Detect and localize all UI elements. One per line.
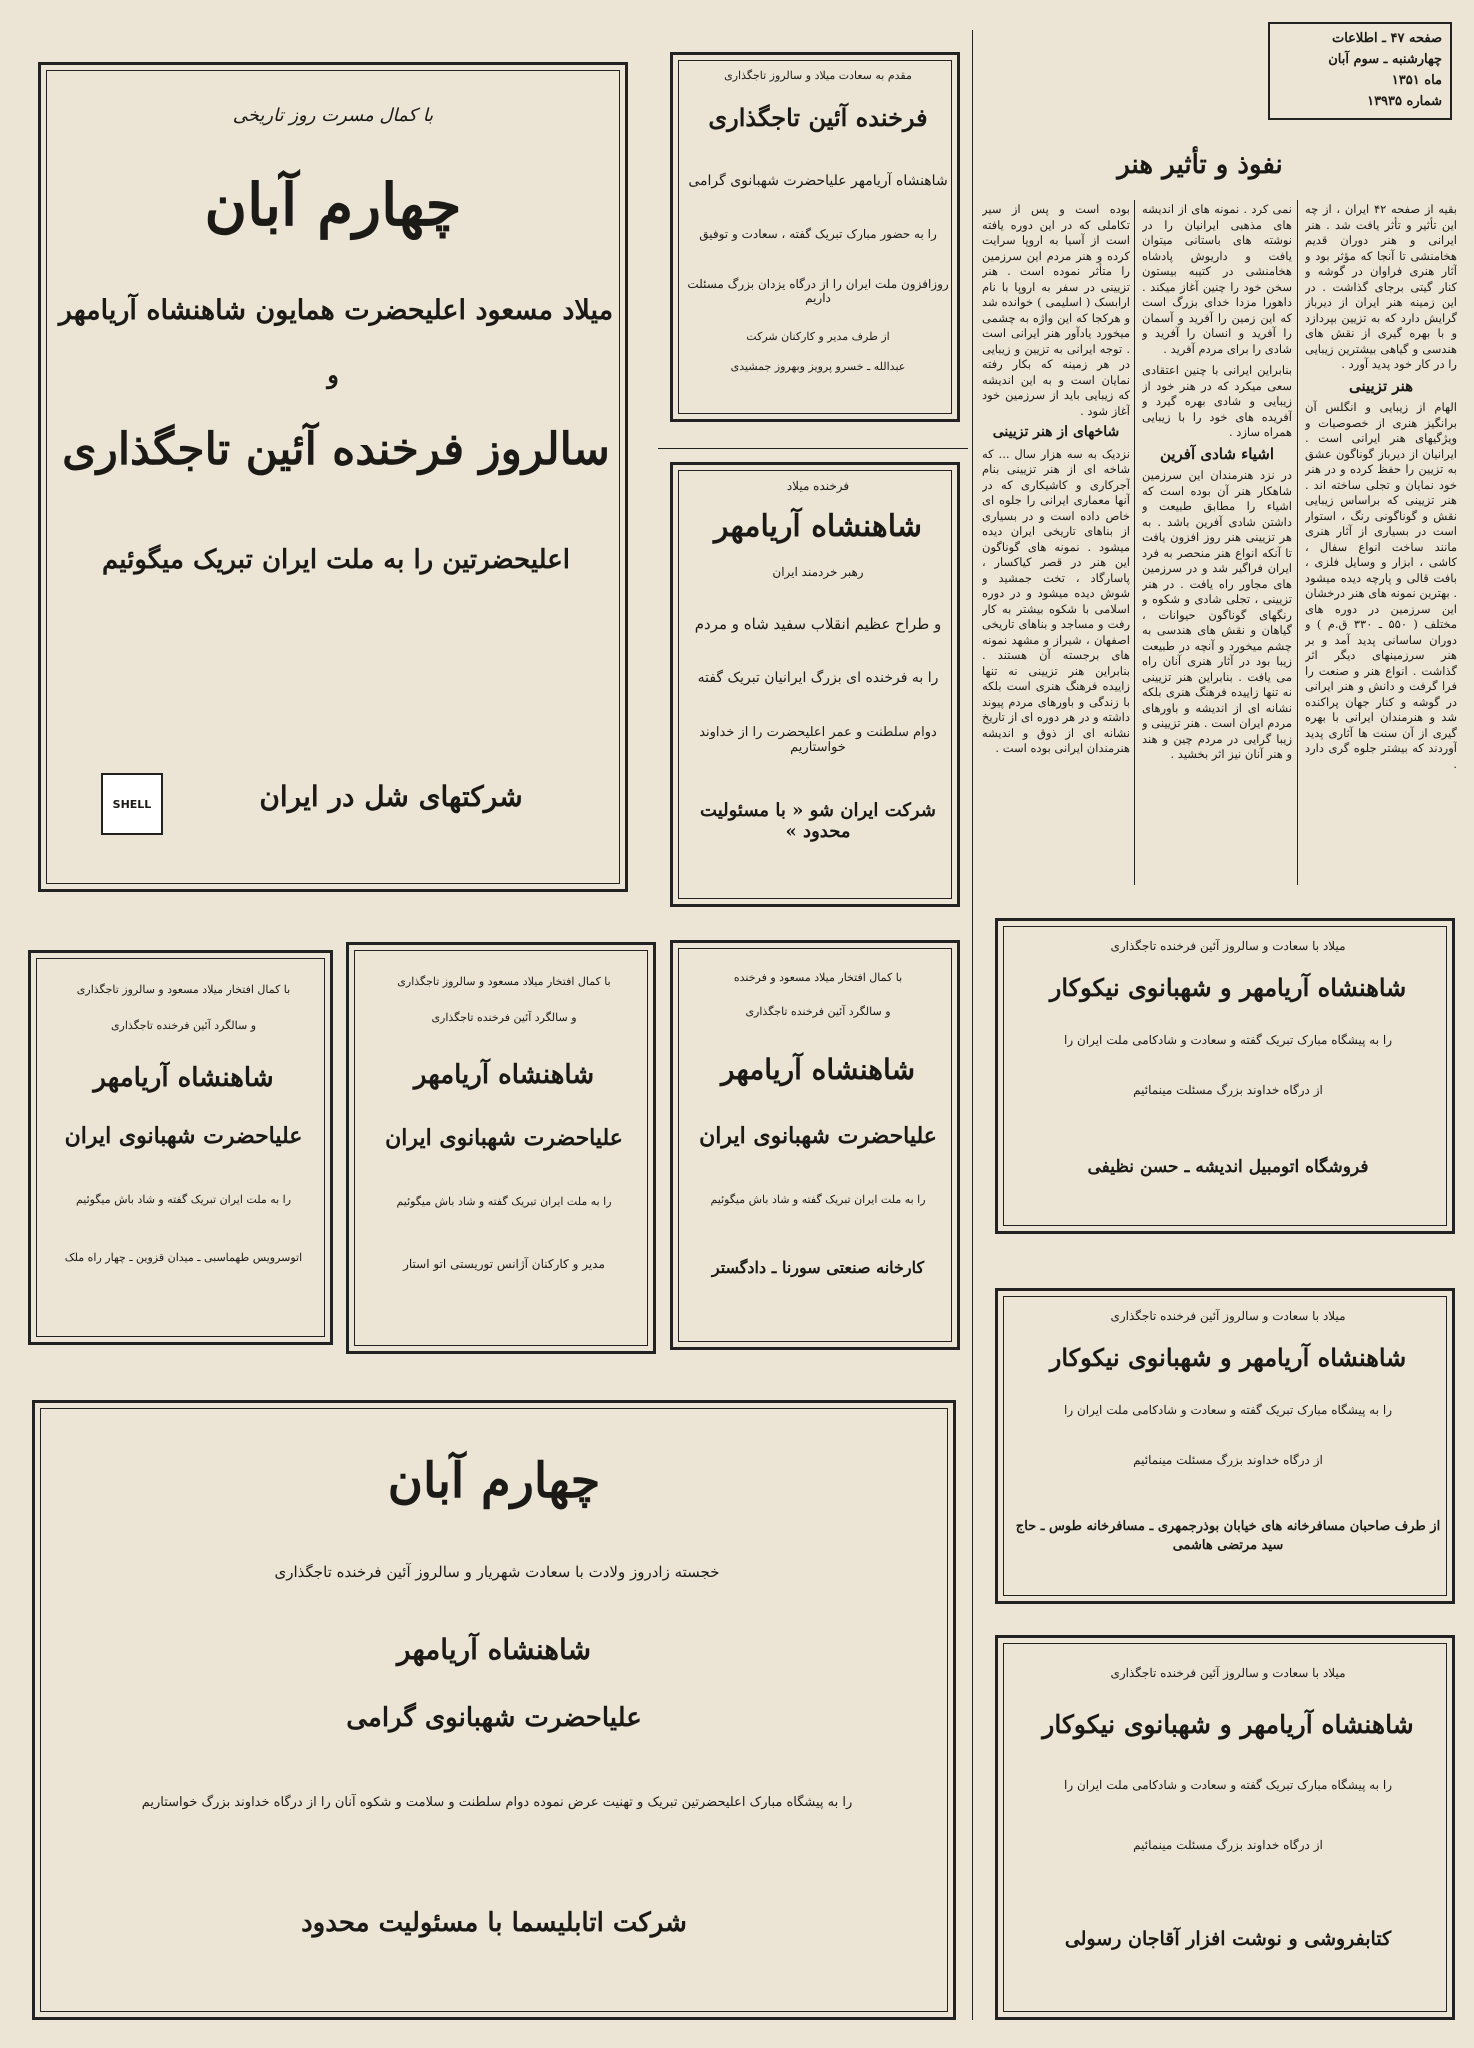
ad-r1-intro: میلاد با سعادت و سالروز آئین فرخنده تاجگذاری xyxy=(1110,939,1346,953)
article-col3-text-a: بوده است و پس از سیر تکاملی که در این دوره یافته است از آسیا به اروپا سرایت کرده و هنر مردم این سرزمین را متأثر نموده است . هنر تزیینی در سفر به اروپا با نام ارابسک ( اسلیمی ) خوانده شد و هرکجا که این واژه به چشمی میخورد یادآور هنر ایرانی است . توجه ایرانی به تزیین و زیبایی در هر زمینه که بکار رفته نمایان است و به این اندیشه که زیبایی باید از سرزمین خود آغاز شود . xyxy=(982,202,1130,418)
ad-iranshow-intro: فرخنده میلاد xyxy=(786,479,850,493)
ad-separator xyxy=(658,448,968,449)
article-column-1 xyxy=(1305,202,1457,885)
ad-bm3-message: را به ملت ایران تبریک گفته و شاد باش میگوئیم xyxy=(710,1193,926,1206)
article-title: نفوذ و تأثیر هنر xyxy=(1117,150,1283,180)
ad-r3-message: را به پیشگاه مبارک تبریک گفته و سعادت و شادکامی ملت ایران را xyxy=(1064,1778,1392,1792)
section-divider xyxy=(972,30,973,2020)
header-date-day: چهارشنبه ـ سوم آبان xyxy=(1328,52,1442,67)
ad-r1-company: فروشگاه اتومبیل اندیشه ـ حسن نظیفی xyxy=(1087,1157,1369,1177)
ad-r2-message: را به پیشگاه مبارک تبریک گفته و سعادت و شادکامی ملت ایران را xyxy=(1064,1403,1392,1417)
ad-iran-show xyxy=(670,462,960,907)
ad-bb-queen: علیاحضرت شهبانوی گرامی xyxy=(346,1703,642,1733)
shell-logo xyxy=(101,773,163,835)
article-col1-text-a: بقیه از صفحه ۴۲ ایران ، از چه این تأثیر و تأثر یافت شد . هنر ایرانی و هنر دوران قدیم هخامنشی تا آنجا که مؤثر بود و آثار هنری فراوان در گوشه و کنار گیتی برجای گذاشت . در این زمینه هنر ایران از دیرباز گرایش دارد که به تزیین بپردازد و با بهره گیری از نقش های هندسی و گیاهی بیشترین زیبایی را در کار خود پدید آورد . xyxy=(1305,202,1457,371)
ad-bb-shah: شاهنشاه آریامهر xyxy=(396,1633,592,1666)
ad-r3-intro: میلاد با سعادت و سالروز آئین فرخنده تاجگذاری xyxy=(1110,1666,1346,1680)
ad-bookstore xyxy=(995,1635,1455,2020)
ad-bm3-queen: علیاحضرت شهبانوی ایران xyxy=(699,1123,937,1149)
header-page-number: صفحه ۴۷ ـ اطلاعات xyxy=(1331,31,1442,46)
header-issue-number: شماره ۱۳۹۳۵ xyxy=(1367,94,1442,109)
ad-top-mid-names: شاهنشاه آریامهر علیاحضرت شهبانوی گرامی xyxy=(688,173,948,189)
ad-shell-company: شرکتهای شل در ایران xyxy=(259,780,523,813)
article-col2-text-a: نمی کرد . نمونه های از اندیشه های مذهبی ایرانیان را در نوشته های باستانی میتوان یافت و داریوش پادشاه هخامنشی در کتیبه بیستون سخن خود را چنین آغاز میکند . داهورا مزدا خدای بزرگ است که این زمین را آفرید و آسمان را آفرید و انسان را آفرید و شادی را برای مردم آفرید . xyxy=(1142,202,1292,356)
ad-bb-company: شرکت اتابلیسما با مسئولیت محدود xyxy=(301,1908,687,1938)
article-col2-text-c: در نزد هنرمندان این سرزمین شاهکار هنر آن بوده است که اشیاء را مطابق طبیعت و داشتن شادی آفرین باشد . به هر تزیینی هنر روز افزون یافت تا آنکه انواع هنر منحصر به فرد ایران فراگیر شد و در سرزمین های مجاور راه یافت . در هنر تزیینی ، تجلی شادی و شکوه و رنگهای گوناگون حیوانات ، گیاهان و نقش های هندسی به چشم میخورد و آنچه در طبیعت زیبا بود در آثار هنری آنان راه می یافت . بنابراین هنر تزیینی نه تنها زاییده فرهنگ هنری بلکه نشانه ای از اندیشه و باورهای مردم ایران است . هنر تزیینی و زیبا گرایی در مردم چین و هند و هنر آنان نیز اثر بخشید . xyxy=(1142,468,1292,761)
article-col3-text-b: نزدیک به سه هزار سال ... که شاخه ای از هنر تزیینی بنام آجرکاری و کاشیکاری که در آنها معماری ایرانی را جلوه ای خاص داده است و در بسیاری از بناهای تاریخی ایران دیده میشود . نمونه های گوناگون این هنر در قصر کیاکسار ، پاسارگاد ، تخت جمشید و شوش دیده میشود و در دوره اسلامی با شکوه بیشتر به کار رفت و مساجد و بناهای تاریخی اصفهان ، شیراز و مشهد نمونه های برجسته آن هستند . بنابراین هنر تزیینی نه تنها زاییده فرهنگ هنری است بلکه با زندگی و باورهای مردم پیوند داشته و در هر دوره ای از تاریخ نشانه ای از ذوق و اندیشه هنرمندان ایرانی بوده است . xyxy=(982,446,1130,755)
ad-iranshow-company: شرکت ایران شو « با مسئولیت محدود » xyxy=(700,800,936,842)
ad-r1-message: را به پیشگاه مبارک تبریک گفته و سعادت و شادکامی ملت ایران را xyxy=(1064,1033,1392,1047)
article-subheading-joyful-objects: اشیاء شادی آفرین xyxy=(1159,444,1275,463)
ad-tahmasbi xyxy=(28,950,333,1345)
ad-top-mid-title: فرخنده آئین تاجگذاری xyxy=(708,103,928,132)
ad-sorena xyxy=(670,940,960,1350)
page-header-box xyxy=(1268,22,1452,120)
ad-r1-title: شاهنشاه آریامهر و شهبانوی نیکوکار xyxy=(1049,973,1407,1002)
ad-hotels xyxy=(995,1288,1455,1604)
shell-logo-text: SHELL xyxy=(112,797,152,811)
ad-bm1-intro: با کمال افتخار میلاد مسعود و سالروز تاجگذاری xyxy=(76,983,291,996)
article-subheading-branch: شاخهای از هنر تزیینی xyxy=(992,424,1120,440)
ad-etablissma xyxy=(32,1400,956,2020)
ad-coronation-top xyxy=(670,52,960,422)
ad-top-mid-from: از طرف مدیر و کارکنان شرکت xyxy=(746,330,890,343)
column-rule xyxy=(1134,200,1135,885)
ad-top-mid-message: را به حضور مبارک تبریک گفته ، سعادت و توفیق xyxy=(699,227,937,241)
ad-bm1-queen: علیاحضرت شهبانوی ایران xyxy=(64,1123,303,1149)
ad-bm2-message: را به ملت ایران تبریک گفته و شاد باش میگوئیم xyxy=(396,1195,612,1208)
ad-r3-title: شاهنشاه آریامهر و شهبانوی نیکوکار xyxy=(1042,1710,1414,1739)
ad-shell-birthday: میلاد مسعود اعلیحضرت همایون شاهنشاه آریامهر xyxy=(58,295,614,326)
ad-bm2-title: شاهنشاه آریامهر xyxy=(413,1060,595,1090)
ad-shell xyxy=(38,62,628,892)
ad-andisheh xyxy=(995,918,1455,1234)
ad-iranshow-line4: و طراح عظیم انقلاب سفید شاه و مردم xyxy=(694,615,942,633)
ad-bb-intro: خجسته زادروز ولادت با سعادت شهریار و سالروز آئین فرخنده تاجگذاری xyxy=(274,1563,720,1581)
article-column-2 xyxy=(1142,202,1292,885)
article-subheading-decorative-art: هنر تزیینی xyxy=(1348,376,1414,395)
ad-shell-congrats: اعلیحضرتین را به ملت ایران تبریک میگوئیم xyxy=(101,545,571,575)
ad-bm2-queen: علیاحضرت شهبانوی ایران xyxy=(385,1125,623,1151)
ad-bm1-message: را به ملت ایران تبریک گفته و شاد باش میگوئیم xyxy=(75,1193,292,1206)
ad-top-mid-wish: روزافزون ملت ایران را از درگاه یزدان بزرگ مسئلت داریم xyxy=(687,277,949,305)
ad-r3-wish: از درگاه خداوند بزرگ مسئلت مینمائیم xyxy=(1133,1838,1323,1852)
ad-bm3-title: شاهنشاه آریامهر xyxy=(720,1053,916,1086)
ad-shell-intro: با کمال مسرت روز تاریخی xyxy=(232,105,434,126)
ad-r2-wish: از درگاه خداوند بزرگ مسئلت مینمائیم xyxy=(1133,1453,1323,1467)
ad-bb-headline: چهارم آبان xyxy=(387,1453,601,1509)
ad-iranshow-subtitle: رهبر خردمند ایران xyxy=(772,565,864,579)
ad-bm3-intro: با کمال افتخار میلاد مسعود و فرخنده xyxy=(733,971,903,984)
ad-autostar xyxy=(346,942,656,1354)
article-col2-text-b: بنابراین ایرانی با چنین اعتقادی سعی میکرد که در هنر خود از زیبایی و شادی بهره گیرد و آفریده های خود را با زیبایی همراه سازد . xyxy=(1142,363,1292,439)
ad-bm3-company: کارخانه صنعتی سورنا ـ دادگستر xyxy=(711,1258,925,1277)
article-column-3 xyxy=(982,202,1130,885)
ad-shell-and: و xyxy=(327,360,339,389)
ad-bm2-sub: و سالگرد آئین فرخنده تاجگذاری xyxy=(431,1011,577,1024)
ad-r3-company: کتابفروشی و نوشت افزار آقاجان رسولی xyxy=(1064,1928,1392,1950)
ad-shell-coronation: سالروز فرخنده آئین تاجگذاری xyxy=(62,424,610,475)
ad-bm3-sub: و سالگرد آئین فرخنده تاجگذاری xyxy=(745,1005,891,1018)
ad-bm1-sub: و سالگرد آئین فرخنده تاجگذاری xyxy=(110,1019,257,1032)
ad-r2-title: شاهنشاه آریامهر و شهبانوی نیکوکار xyxy=(1049,1343,1407,1372)
ad-bm2-company: مدیر و کارکنان آژانس توریستی اتو استار xyxy=(403,1257,605,1271)
column-rule xyxy=(1297,200,1298,885)
ad-shell-headline: چهارم آبان xyxy=(204,171,462,239)
ad-top-mid-intro: مقدم به سعادت میلاد و سالروز تاجگذاری xyxy=(724,69,912,82)
ad-bm2-intro: با کمال افتخار میلاد مسعود و سالروز تاجگذاری xyxy=(397,975,611,988)
article-col1-text-b: الهام از زیبایی و انگلس آن برانگیز هنری از خصوصیات و ویژگیهای هنر ایرانی است . ایرانیان از دیرباز گوناگون عشق به تزیین را حفظ کرده و در هنر خود نمایان و تجلی ساخته اند . هنر تزیینی که براساس زیبایی نقش و گوناگونی رنگ ، استوار است در بسیاری از آثار هنری مانند ساخت انواع سفال ، کاشی ، ابزار و وسایل فلزی ، بافت قالی و پارچه دیده میشود . بهترین نمونه های هنر درخشان این سرزمین در دوره های مختلف ( ۵۵۰ ـ ۳۳۰ ق.م ) و دوران ساسانی پدید آمد و بر هنر سرزمینهای دیگر اثر گذاشت . انواع هنر و صنعت را فرا گرفت و دانش و هنر ایرانی در گوشه و کنار جهان پراکنده شد و هنرمندان ایرانی با بهره گیری از آن سنت ها آثاری پدید آوردند که بیشتر جلوه گری دارد . xyxy=(1305,400,1457,771)
header-date-year: ماه ۱۳۵۱ xyxy=(1391,73,1442,88)
ad-r2-intro: میلاد با سعادت و سالروز آئین فرخنده تاجگذاری xyxy=(1110,1309,1346,1323)
ad-r2-company: از طرف صاحبان مسافرخانه های خیابان بوذرجمهری ـ مسافرخانه طوس ـ حاج سید مرتضی هاشمی xyxy=(1015,1519,1441,1553)
ad-iranshow-line5: را به فرخنده ای بزرگ ایرانیان تبریک گفته xyxy=(697,670,939,686)
ad-iranshow-line6: دوام سلطنت و عمر اعلیحضرت را از خداوند خواستاریم xyxy=(699,725,937,755)
ad-bb-message: را به پیشگاه مبارک اعلیحضرتین تبریک و تهنیت عرض نموده دوام سلطنت و سلامت و شکوه آنان را از درگاه خداوند بزرگ خواستاریم xyxy=(141,1795,853,1810)
ad-bm1-company: اتوسرویس طهماسبی ـ میدان قزوین ـ چهار راه ملک xyxy=(64,1251,303,1264)
ad-r1-wish: از درگاه خداوند بزرگ مسئلت مینمائیم xyxy=(1133,1083,1323,1097)
ad-iranshow-title: شاهنشاه آریامهر xyxy=(714,509,922,544)
ad-bm1-title: شاهنشاه آریامهر xyxy=(93,1063,274,1093)
ad-top-mid-signers: عبدالله ـ خسرو پرویز وبهروز جمشیدی xyxy=(730,360,906,373)
